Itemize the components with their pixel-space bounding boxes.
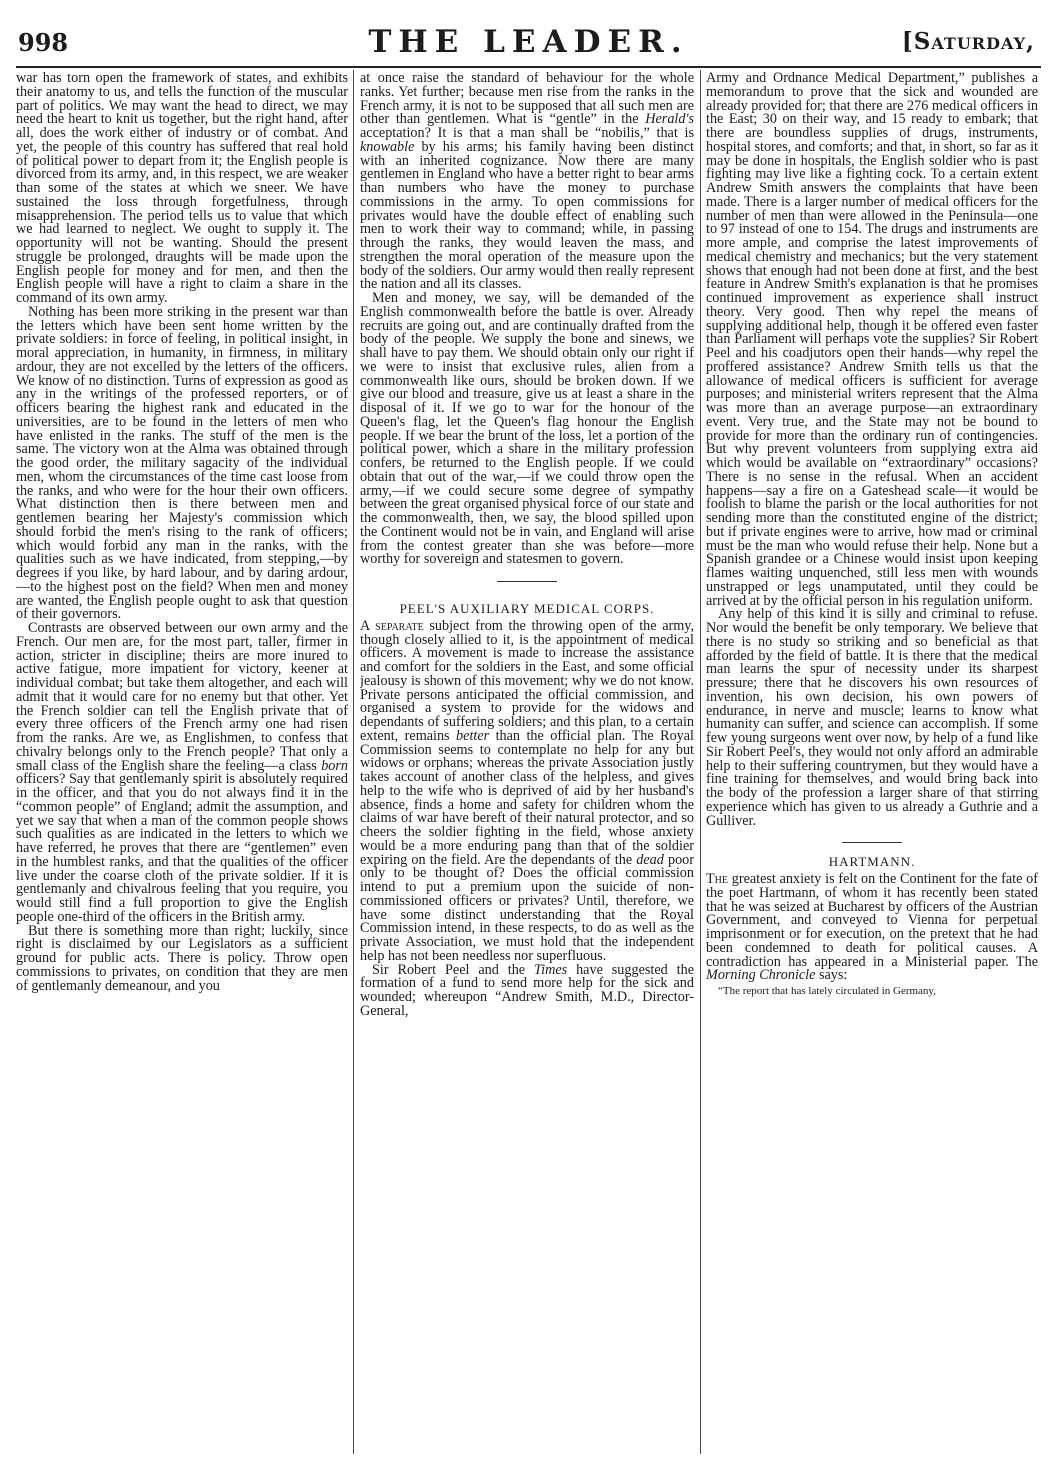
text-run: officers? Say that gentlemanly spirit is absolutely required in the officer, and that you do not always find it in the “common people” of England; admit the assumption, and yet we say that when a man of the common people shows such qualities as are indicated in the letters to which we have referred, he proves that there are “gentlemen” even in the humblest ranks, and that the qualities of the officer live under the coarse cloth of the private soldier. If it is gentlemanly and chivalrous feeling that you require, you would still find a full proportion to give the English people one-third of the officers in the British army. bbox=[16, 771, 348, 925]
italic-text: dead bbox=[636, 851, 664, 868]
italic-text: better bbox=[456, 727, 490, 744]
text-run: Sir Robert Peel and the bbox=[372, 961, 535, 978]
paragraph bbox=[706, 873, 1038, 983]
paragraph bbox=[360, 961, 694, 1019]
column-3 bbox=[706, 72, 1038, 1454]
paragraph bbox=[360, 617, 694, 964]
masthead bbox=[16, 24, 1041, 64]
section-heading: PEEL'S AUXILIARY MEDICAL CORPS. bbox=[399, 601, 655, 616]
paragraph: Nothing has been more striking in the present war than the letters which have been sent home written by the private soldiers: in force of feeling, in political insight, in moral appreciation, in humanity, in firmness, in military ardour, they are not excelled by the letters of the officers. We know of no distinction. Turns of expression as good as any in the writings of the professed reporters, or of officers bearing the highest rank and educated in the universities, are to be found in the letters of men who have enlisted in the ranks. The stuff of the men is the same. The victory won at the Alma was obtained through the good order, the military sagacity of the individual men, whom the circumstances of the time cast loose from the ranks, and who were for the hour their own officers. What distinction then is there between men and gentlemen bearing her Majesty's commission which should forbid the men's rising to the rank of officers; which would forbid any man in the ranks, with the qualities such as we have indicated, from stepping,—by degrees if you like, by hard labour, and by daring ardour,—to the highest post on the field? When men and money are wanted, the English people ought to ask that question of their governors. bbox=[16, 303, 348, 623]
text-run: subject from the throwing open of the army, though closely allied to it, is the appointment of medical officers. A movement is made to increase the assistance and comfort for the soldiers in the East, and some official jealousy is shown of this movement; why we do not know. Private persons anticipated the official commission, and organised a system to provide for the widows and dependants of suffering soldiers; and this plan, to a certain extent, remains bbox=[360, 617, 694, 744]
lead-in: A separate bbox=[360, 617, 424, 634]
column-1 bbox=[16, 72, 348, 1454]
newspaper-title: THE LEADER. bbox=[368, 24, 689, 60]
italic-text: knowable bbox=[360, 138, 415, 155]
paragraph: war has torn open the framework of states, and exhibits their anatomy to us, and tells the function of the muscular part of politics. We may want the head to direct, we may need the heart to knit us together, but the right hand, after all, does the work either of industry or of combat. And yet, the people of this country has suffered that real hold of political power to depart from it; the English people is divorced from its army, and, in this respect, we are weaker than some of the states at which we sneer. We have sustained the loss through forgetfulness, through misapprehension. The period tells us to value that which we had learned to neglect. We ought to supply it. The opportunity will not be wanting. Should the present struggle be prolonged, draughts will be made upon the English people for money and for men, and then the English people will have a right to claim a share in the command of its own army. bbox=[16, 72, 348, 306]
paragraph bbox=[360, 72, 694, 292]
lead-in: The bbox=[706, 871, 728, 887]
paragraph: Any help of this kind it is silly and criminal to refuse. Nor would the benefit be only temporary. We believe that there is no study so striking and so beneficial as that afforded by the field of battle. It is there that the medical man learns the spur of necessity under its sharpest pressure; there that he discovers his own resources of invention, his own decision, his own powers of endurance, in nerve and muscle; learns to know what humanity can suffer, and science can accomplish. If some few young surgeons went over now, by help of a fund like Sir Robert Peel's, they would not only afford an admirable help to their suffering countrymen, but they would have a fine training for themselves, and would bring back into the body of the profession a larger share of that stirring experience which has given to us already a Guthrie and a Gulliver. bbox=[706, 606, 1038, 829]
column-2 bbox=[360, 72, 694, 1454]
quotation: “The report that has lately circulated in Germany, bbox=[718, 985, 936, 997]
italic-text: Times bbox=[534, 961, 568, 978]
page-number: 998 bbox=[18, 28, 69, 57]
text-run: by his arms; his family having been distinct with an inherited cognizance. Now there are many gentlemen in England who have a better right to bear arms than numbers who have the money to purchase commissions in the army. To open commissions for privates would have the double effect of enabling such men to work their way to command; while, in passing through the ranks, they would leaven the mass, and strengthen the moral operation of the measure upon the body of the soldiers. Our army would then really represent the nation and all its classes. bbox=[360, 138, 694, 293]
text-run: at once raise the standard of behaviour for the whole ranks. Yet further; because men rise from the ranks in the French army, it is not to be supposed that all such men are other than gentlemen. What is “gentle” in the bbox=[360, 72, 694, 128]
text-run: have suggested the formation of a fund to send more help for the sick and wounded; whereupon “Andrew Smith, M.D., Director-General, bbox=[360, 961, 694, 1019]
text-run: greatest anxiety is felt on the Continent for the fate of the poet Hartmann, of whom it has recently been stated that he was seized at Bucharest by officers of the Austrian Government, and conveyed to Vienna for perpetual imprisonment or for execution, on the pretext that he had been condemned to death for political causes. A contradiction has appeared in a Ministerial paper. The bbox=[706, 871, 1038, 970]
italic-text: Morning Chronicle bbox=[706, 967, 816, 984]
text-run: says: bbox=[815, 967, 848, 984]
section-heading: HARTMANN. bbox=[828, 854, 916, 870]
text-run: than the official plan. The Royal Commission seems to contemplate no help for any but widows or orphans; whereas the private Association justly takes account of another class of the helpless, and gives help to the wife who is deprived of aid by her husband's absence, finds a home and safety for children whom the claims of war have bereft of their natural protector, and so cheers the soldier fighting in the field, whose anxiety would be a more enduring pang than that of the soldier expiring on the field. Are the dependants of the bbox=[360, 727, 694, 868]
section-rule bbox=[842, 842, 902, 843]
paragraph bbox=[16, 622, 348, 925]
text-run: Contrasts are observed between our own army and the French. Our men are, for the most part, taller, firmer in action, stricter in discipline; theirs are more inured to active fatigue, more impatient for victory, keener at individual combat; but take them altogether, and each will admit that it would care for no enemy but that other. Yet the French soldier can tell the English private that of every three officers of the French army one had risen from the ranks. Are we, as Englishmen, to confess that chivalry belongs only to the French people? That only a small class of the English share the feeling—a class bbox=[16, 620, 348, 774]
paragraph: Men and money, we say, will be demanded of the English commonwealth before the battle is over. Already recruits are going out, and are continually drafted from the body of the people. We supply the bone and sinews, we shall have to pay them. We should obtain only our right if we were to insist that exclusive rules, alien from a commonwealth like ours, should be broken down. If we give our blood and treasure, give us at least a share in the disposal of it. If we go to war for the honour of the Queen's flag, let the Queen's flag honour the English people. If we bear the brunt of the loss, let a portion of the political power, which a share in the military profession confers, be returned to the English people. If we could obtain that out of the war,—if we could throw open the army,—if we could secure some degree of sympathy between the great organised physical force of our state and the commonwealth, then, we say, the blood spilled upon the Continent would not be in vain, and England will arise from the contest greater than she was before—more worthy for sovereign and statesmen to govern. bbox=[360, 290, 694, 568]
paragraph: Army and Ordnance Medical Department,” publishes a memorandum to prove that the sick and wounded are already provided for; that there are 276 medical officers in the East; 30 on their way, and 15 ready to embark; that there are boundless supplies of drugs, instruments, hospital stores, and comforts; and that, in short, so far as it may be done in hospitals, the English soldier who is past fighting may live like a fighting cock. To a certain extent Andrew Smith answers the complaints that have been made. There is a larger number of medical officers for the number of men than were allowed in the Peninsula—one to 97 instead of one to 154. The drugs and instruments are more ample, and comprise the latest improvements of medical chemistry and mechanics; but the very statement shows that enough had not been done at first, and the best feature in Andrew Smith's explanation is that he promises continued improvement as experience shall instruct theory. Very good. Then why repel the means of supplying additional help, though it be offered even faster than Parliament will perhaps vote the supplies? Sir Robert Peel and his coadjutors open their hands—why repel the proffered assistance? Andrew Smith tells us that the allowance of medical officers is sufficient for average purposes; and ministerial writers represent that the Alma was more than an average purpose—an extraordinary event. Very true, and the State may not be bound to provide for more than the ordinary run of contingencies. But why prevent volunteers from supplying extra aid which would be available on “extraordinary” occasions? There is no sense in the refusal. When an accident happens—say a fire on a Gateshead scale—it would be foolish to blame the parish or the local authorities for not sending more than the constituted engine of the district; but if private engines were to arrive, how mad or criminal must be the man who would refuse their help. None but a Spanish grandee or a Chinese would insist upon keeping flames waiting unquenched, still less men with wounds unstrapped or legs unamputated, until they could be arrived at by the official person in his regulation uniform. bbox=[706, 72, 1038, 609]
paragraph: But there is something more than right; luckily, since right is disclaimed by our Legislators as a sufficient ground for public acts. There is policy. Throw open commissions to privates, on condition that they are men of gentlemanly demeanour, and you bbox=[16, 922, 348, 994]
issue-day: [Saturday, bbox=[901, 28, 1035, 55]
section-rule bbox=[497, 581, 557, 582]
masthead-rule bbox=[16, 66, 1041, 68]
italic-text: born bbox=[321, 757, 348, 774]
column-divider bbox=[700, 70, 701, 1454]
column-divider bbox=[353, 70, 354, 1454]
italic-text: Herald's bbox=[645, 111, 694, 128]
text-run: acceptation? It is that a man shall be “nobilis,” that is bbox=[360, 125, 694, 141]
text-run: poor only to be thought of? Does the official commission intend to put a premium upon the suicide of non-commissioned officers or privates? Until, therefore, we have some distinct understanding that the Royal Commission intend, in these respects, to do as well as the private Association, we must hold that the independent help has not been needless nor superfluous. bbox=[360, 851, 694, 964]
